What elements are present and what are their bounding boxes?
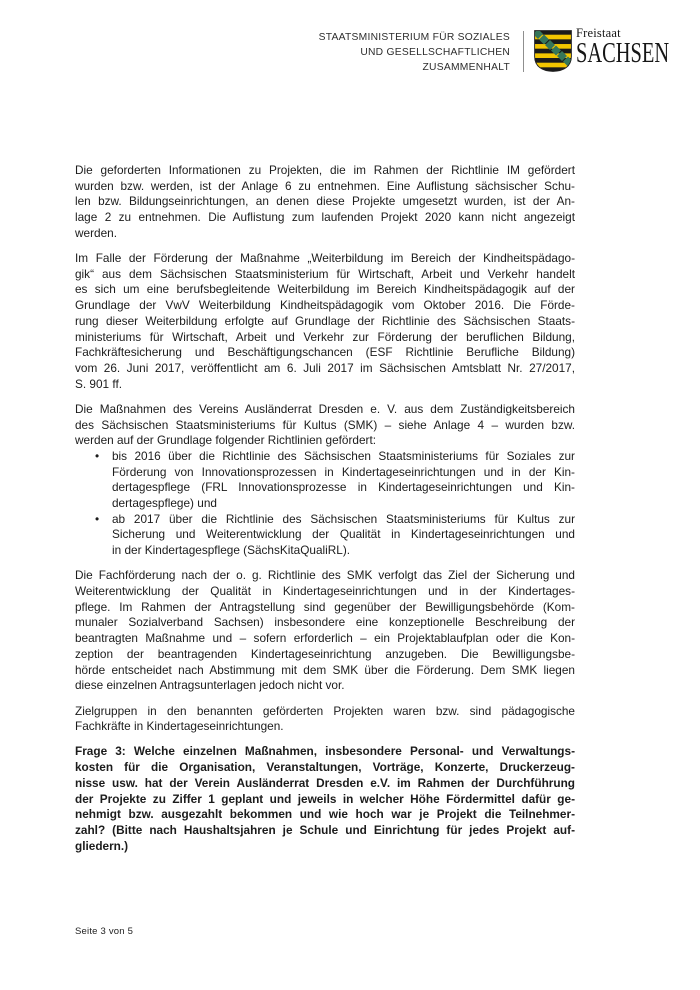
text-line: Grundlage der VwV Weiterbildung Kindheitspädagogik vom Oktober 2016. Die Förde- [75,298,575,313]
text-line: S. 901 ff. [75,376,123,391]
text-line: es sich um eine berufsbegleitende Weiterbildung im Bereich Kindheitspädagogik auf der [75,282,575,297]
text-line: vom 26. Juni 2017, veröffentlicht am 6. Juli 2017 im Sächsischen Amtsblatt Nr. 27/2017, [75,360,575,375]
question-paragraph [75,744,575,854]
text-line: Sicherung und Weiterentwicklung der Qualität in Kindertageseinrichtungen und [112,527,575,542]
text-line: munaler Sozialverband Sachsen) insbesondere eine konzeptionelle Beschreibung der [75,615,575,630]
text-line: Die Maßnahmen des Vereins Ausländerrat Dresden e. V. aus dem Zuständigkeitsbereich [75,401,575,416]
text-line: Fachkräfte in Kindertageseinrichtungen. [75,719,284,734]
text-line: des Sächsischen Staatsministeriums für Kultus (SMK) – siehe Anlage 4 – wurden bzw. [75,417,575,432]
bullet-icon: • [95,448,100,463]
text-line: gik“ aus dem Sächsischen Staatsministerium für Wirtschaft, Arbeit und Verkehr handelt [75,266,575,281]
state-logo [576,26,700,69]
text-line: kosten für die Organisation, Veranstaltungen, Vorträge, Konzerte, Druckerzeug- [75,760,575,775]
text-line: diese einzelnen Antragsunterlagen jedoch nicht vor. [75,678,345,693]
text-line: gliedern.) [75,838,129,853]
text-line: hörde entscheidet nach Abstimmung mit dem SMK über die Förderung. Dem SMK liegen [75,662,575,677]
page-number: Seite 3 von 5 [75,926,134,937]
text-line: Die Fachförderung nach der o. g. Richtlinie des SMK verfolgt das Ziel der Sicherung und [75,568,575,583]
text-line: dertagespflege (FRL Innovationsprozesse in Kindertageseinrichtungen und Kin- [112,480,575,495]
text-line: zahl? (Bitte nach Haushaltsjahren je Schule und Einrichtung für jedes Projekt auf- [75,822,575,837]
text-line: dertagespflege) und [112,496,217,511]
text-line: Weiterentwicklung der Qualität in Kindertageseinrichtungen und in der Kindertages- [75,584,575,599]
logo-freistaat-label: Freistaat [576,26,621,40]
paragraph [75,402,575,449]
text-line: Zielgruppen in den benannten geförderten Projekten waren bzw. sind pädagogische [75,703,575,718]
text-line: ministeriums für Wirtschaft, Arbeit und Verkehr zur Förderung der beruflichen Bildung, [75,329,575,344]
bullet-icon: • [95,511,100,526]
bullet-text [112,512,575,559]
text-line: rung dieser Weiterbildung erfolgte auf Grundlage der Richtlinie des Sächsischen Staats- [75,313,575,328]
text-line: zeption der beantragenden Kindertageseinrichtung anzugeben. Die Bewilligungsbe- [75,646,575,661]
text-line: nisse usw. hat der Verein Ausländerrat Dresden e.V. im Rahmen der Durchführung [75,775,575,790]
bullet-text [112,449,575,512]
paragraph [75,568,575,694]
text-line: wurden bzw. werden, ist der Anlage 6 zu entnehmen. Eine Auflistung sächsischer Schu- [75,178,575,193]
bullet-list [75,449,575,559]
text-line: werden auf der Grundlage folgender Richtlinien gefördert: [75,433,377,448]
text-line: nehmigt bzw. ausgezahlt bekommen und wie hoch war je Projekt die Teilnehmer- [75,807,575,822]
text-line: len bzw. Bildungseinrichtungen, an denen diese Projekte umgesetzt wurden, ist der An- [75,194,575,209]
text-line: ab 2017 über die Richtlinie des Sächsischen Staatsministeriums für Kultus zur [112,511,575,526]
text-line: pflege. Im Rahmen der Antragstellung sind gegenüber der Bewilligungsbehörde (Kom- [75,599,575,614]
bullet-list-item [75,449,575,512]
logo-sachsen-label: SACHSEN [576,38,670,69]
text-line: Förderung von Innovationsprozessen in Kindertageseinrichtungen und in der Kin- [112,464,575,479]
letter-body [75,163,575,864]
text-line: lage 2 zu entnehmen. Die Auflistung zum laufenden Projekt 2020 kann nicht angezeigt [75,210,575,225]
text-line: Im Falle der Förderung der Maßnahme „Weiterbildung im Bereich der Kindheitspädago- [75,251,575,266]
text-line: Fachkräftesicherung und Beschäftigungschancen (ESF Richtlinie Berufliche Bildung) [75,345,575,360]
saxony-coat-of-arms-icon [534,30,572,72]
text-line: bis 2016 über die Richtlinie des Sächsischen Staatsministeriums für Soziales zur [112,448,575,463]
ministry-line: STAATSMINISTERIUM FÜR SOZIALES [318,32,510,43]
text-line: beantragten Maßnahme und – sofern erforderlich – ein Projektablaufplan oder die Kon- [75,631,575,646]
paragraph [75,704,575,735]
header-divider [523,31,524,72]
ministry-line: ZUSAMMENHALT [422,62,510,73]
text-line: werden. [75,225,117,240]
text-line: Frage 3: Welche einzelnen Maßnahmen, insbesondere Personal- und Verwaltungs- [75,744,575,759]
text-line: in der Kindertagespflege (SächsKitaQualiRL). [112,543,351,558]
ministry-name [319,30,510,75]
text-line: der Projekte zu Ziffer 1 geplant und jeweils in welcher Höhe Fördermittel dafür ge- [75,791,575,806]
paragraph [75,163,575,242]
paragraph [75,251,575,392]
text-line: Die geforderten Informationen zu Projekten, die im Rahmen der Richtlinie IM gefördert [75,163,575,177]
ministry-line: UND GESELLSCHAFTLICHEN [360,47,510,58]
bullet-list-item [75,512,575,559]
